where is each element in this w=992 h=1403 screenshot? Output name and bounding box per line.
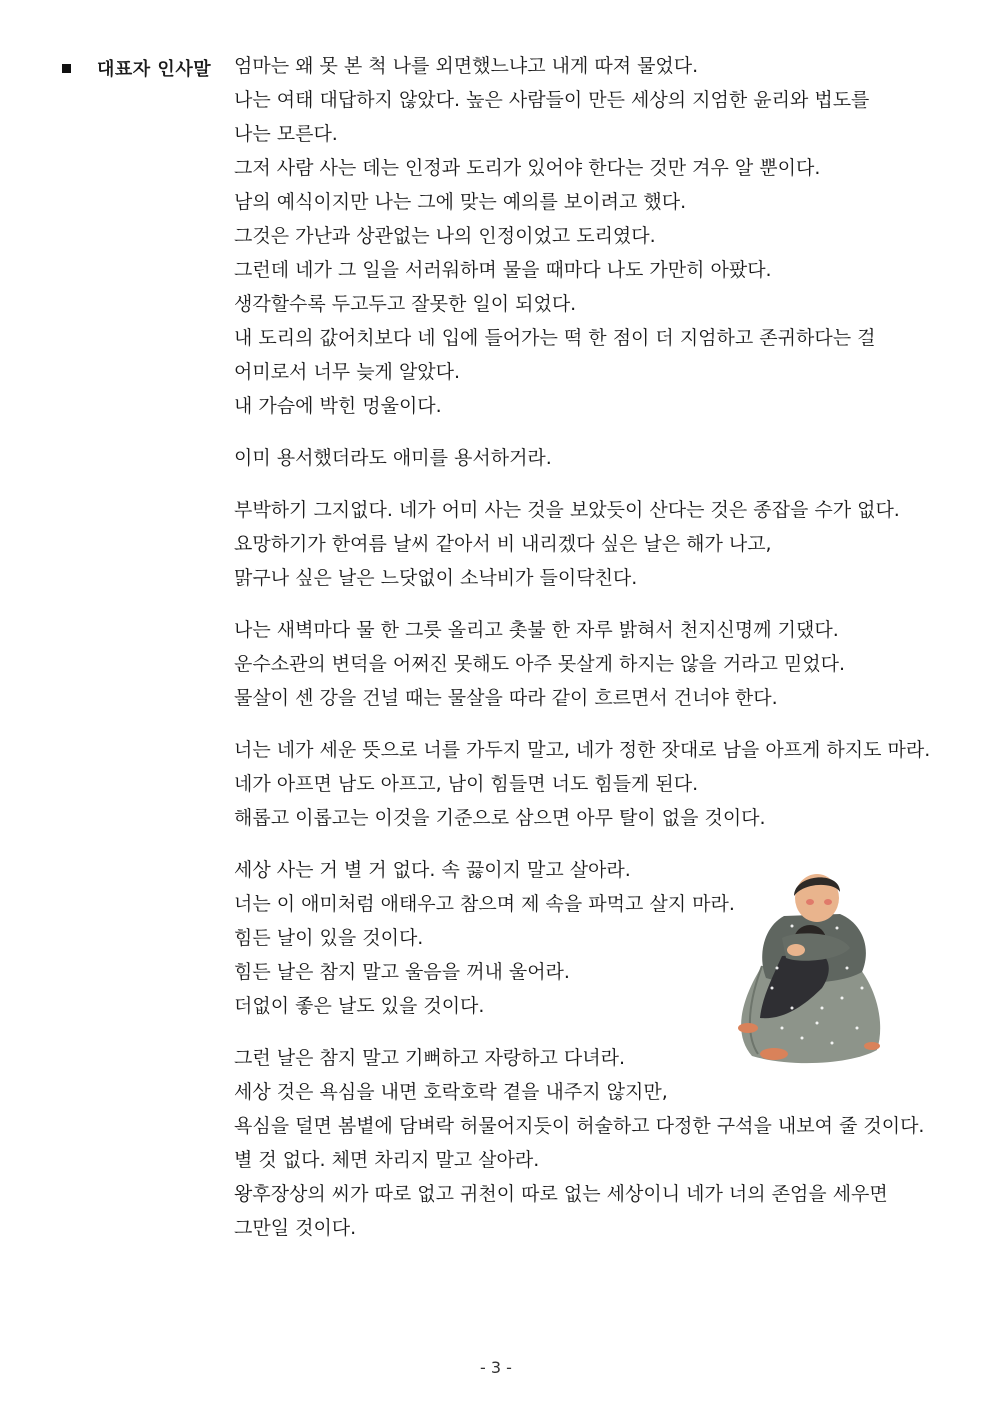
text-line: 그것은 가난과 상관없는 나의 인정이었고 도리였다. — [234, 225, 656, 247]
text-line: 내 도리의 값어치보다 네 입에 들어가는 떡 한 점이 더 지엄하고 존귀하다는 걸 — [234, 327, 876, 349]
page-number: - 3 - — [480, 1358, 512, 1377]
paragraph — [234, 733, 934, 835]
text-line: 그런데 네가 그 일을 서러워하며 물을 때마다 나도 가만히 아팠다. — [234, 259, 772, 281]
square-bullet-icon — [62, 64, 71, 73]
text-line: 엄마는 왜 못 본 척 나를 외면했느냐고 내게 따져 물었다. — [234, 55, 699, 77]
paragraph — [234, 49, 934, 423]
text-line: 물살이 센 강을 건널 때는 물살을 따라 같이 흐르면서 건너야 한다. — [234, 687, 778, 709]
paragraph — [234, 493, 934, 595]
text-line: 나는 새벽마다 물 한 그릇 올리고 촛불 한 자루 밝혀서 천지신명께 기댔다. — [234, 619, 839, 641]
text-line: 왕후장상의 씨가 따로 없고 귀천이 따로 없는 세상이니 네가 너의 존엄을 세우면 — [234, 1183, 888, 1205]
text-line: 이미 용서했더라도 애미를 용서하거라. — [234, 447, 552, 469]
text-line: 그런 날은 참지 말고 기뻐하고 자랑하고 다녀라. — [234, 1047, 626, 1069]
text-line: 어미로서 너무 늦게 알았다. — [234, 361, 461, 383]
text-line: 그저 사람 사는 데는 인정과 도리가 있어야 한다는 것만 겨우 알 뿐이다. — [234, 157, 821, 179]
text-line: 더없이 좋은 날도 있을 것이다. — [234, 995, 485, 1017]
paragraph — [234, 613, 934, 715]
text-line: 너는 네가 세운 뜻으로 너를 가두지 말고, 네가 정한 잣대로 남을 아프게 하지도 마라. — [234, 739, 931, 761]
text-line: 세상 것은 욕심을 내면 호락호락 곁을 내주지 않지만, — [234, 1081, 668, 1103]
section-label-text: 대표자 인사말 — [97, 59, 212, 80]
text-line: 요망하기가 한여름 날씨 같아서 비 내리겠다 싶은 날은 해가 나고, — [234, 533, 772, 555]
paragraph — [234, 441, 934, 475]
text-line: 세상 사는 거 별 거 없다. 속 끓이지 말고 살아라. — [234, 859, 631, 881]
text-line: 운수소관의 변덕을 어쩌진 못해도 아주 못살게 하지는 않을 거라고 믿었다. — [234, 653, 846, 675]
section-heading — [62, 52, 211, 84]
letter-body — [234, 49, 934, 1263]
paragraph — [234, 1041, 934, 1245]
text-line: 별 것 없다. 체면 차리지 말고 살아라. — [234, 1149, 540, 1171]
text-line: 힘든 날은 참지 말고 울음을 꺼내 울어라. — [234, 961, 570, 983]
text-line: 그만일 것이다. — [234, 1217, 357, 1239]
text-line: 남의 예식이지만 나는 그에 맞는 예의를 보이려고 했다. — [234, 191, 687, 213]
text-line: 네가 아프면 남도 아프고, 남이 힘들면 너도 힘들게 된다. — [234, 773, 699, 795]
text-line: 내 가슴에 박힌 멍울이다. — [234, 395, 442, 417]
text-line: 너는 이 애미처럼 애태우고 참으며 제 속을 파먹고 살지 마라. — [234, 893, 735, 915]
text-line: 나는 여태 대답하지 않았다. 높은 사람들이 만든 세상의 지엄한 윤리와 법도를 — [234, 89, 870, 111]
text-line: 해롭고 이롭고는 이것을 기준으로 삼으면 아무 탈이 없을 것이다. — [234, 807, 766, 829]
text-line: 나는 모른다. — [234, 123, 338, 145]
text-line: 욕심을 덜면 봄볕에 담벼락 허물어지듯이 허술하고 다정한 구석을 내보여 줄 것이다. — [234, 1115, 925, 1137]
mother-embracing-child-illustration — [722, 868, 892, 1068]
text-line: 힘든 날이 있을 것이다. — [234, 927, 424, 949]
text-line: 생각할수록 두고두고 잘못한 일이 되었다. — [234, 293, 577, 315]
text-line: 부박하기 그지없다. 네가 어미 사는 것을 보았듯이 산다는 것은 종잡을 수가 없다. — [234, 499, 900, 521]
text-line: 맑구나 싶은 날은 느닷없이 소낙비가 들이닥친다. — [234, 567, 638, 589]
